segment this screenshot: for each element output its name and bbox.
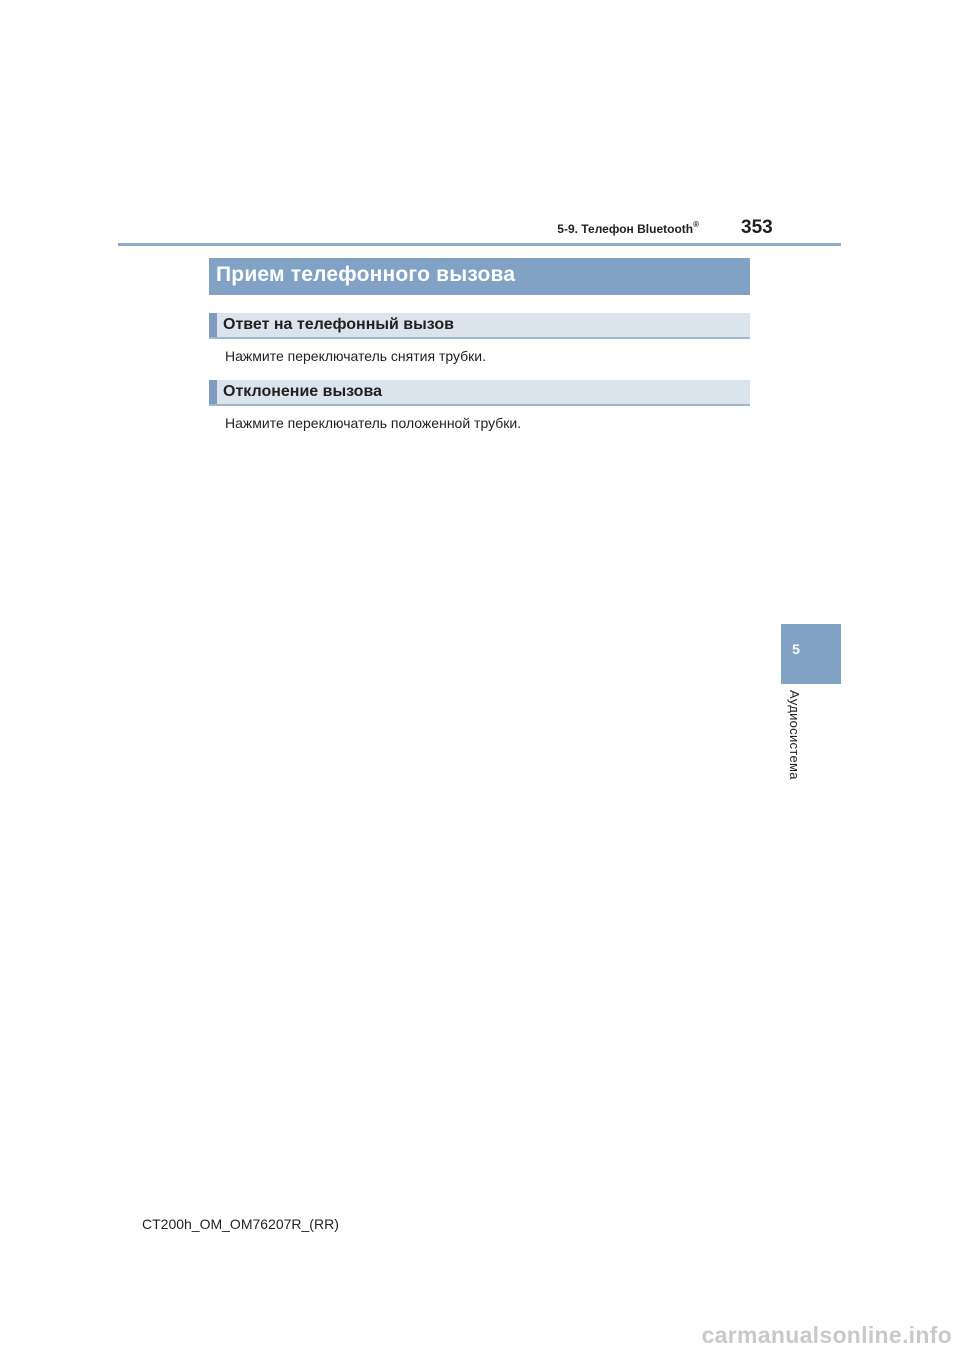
section-ref-text: 5-9. Телефон Bluetooth xyxy=(557,222,694,236)
page-title: Прием телефонного вызова xyxy=(216,263,516,286)
subheading-answer-call xyxy=(209,313,750,339)
subheading-accent xyxy=(209,313,217,337)
chapter-number: 5 xyxy=(792,641,800,657)
reject-call-instruction: Нажмите переключатель положенной трубки. xyxy=(225,415,522,431)
document-code: CT200h_OM_OM76207R_(RR) xyxy=(142,1216,339,1232)
chapter-tab xyxy=(781,624,841,684)
answer-call-instruction: Нажмите переключатель снятия трубки. xyxy=(225,348,486,364)
registered-mark: ® xyxy=(693,220,699,229)
subheading-accent xyxy=(209,380,217,404)
main-title-bar xyxy=(209,258,750,295)
subheading-title: Отклонение вызова xyxy=(223,383,382,400)
watermark: carmanualsonline.info xyxy=(701,1322,952,1348)
subheading-title: Ответ на телефонный вызов xyxy=(223,316,454,333)
section-reference xyxy=(557,221,699,236)
header-divider xyxy=(118,243,841,246)
subheading-reject-call xyxy=(209,380,750,406)
page-number: 353 xyxy=(741,217,773,238)
chapter-label: Аудиосистема xyxy=(787,690,802,780)
